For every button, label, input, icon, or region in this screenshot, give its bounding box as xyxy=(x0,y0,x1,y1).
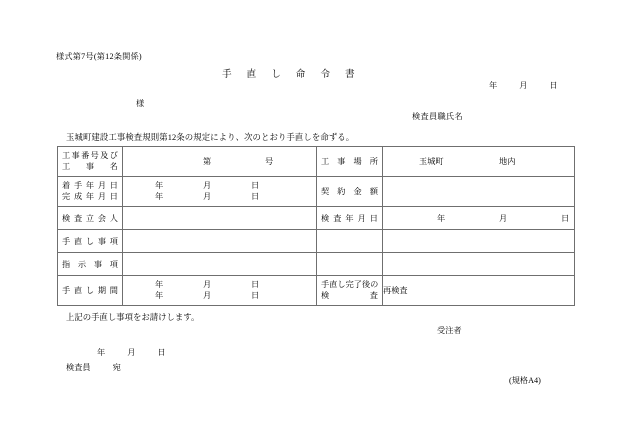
row-label-instruction-items: 指 示 事 項 xyxy=(58,253,123,276)
rework-from-year: 年 xyxy=(155,280,164,290)
footer-to-suffix: 宛 xyxy=(112,363,121,372)
paper-size-note: (規格A4) xyxy=(509,376,541,385)
place-town: 玉城町 xyxy=(419,157,444,166)
place-area: 地内 xyxy=(499,157,516,166)
title-char-5: 令 xyxy=(320,69,330,80)
row-label-construction-place: 工 事 場 所 xyxy=(317,147,383,177)
inspector-name-label: 検査員職氏名 xyxy=(412,112,463,121)
footer-addressee xyxy=(66,362,121,373)
table-row xyxy=(58,207,575,230)
contractor-label: 受注者 xyxy=(437,326,462,335)
row-value-rework-items xyxy=(123,230,317,253)
title-char-3: し xyxy=(271,69,281,80)
completion-month: 月 xyxy=(203,191,212,201)
table-row xyxy=(58,147,575,177)
number-prefix: 第 xyxy=(203,157,212,166)
row-value-construction-place xyxy=(383,147,575,177)
row-label-construction-number: 工 事 番 号 及 び 工 事 名 xyxy=(58,147,123,177)
header-date-day: 日 xyxy=(549,81,558,90)
footer-date xyxy=(97,347,166,358)
table-row xyxy=(58,276,575,306)
row-value-instruction-items xyxy=(123,253,317,276)
lead-paragraph: 玉城町建設工事検査規則第12条の規定により、次のとおり手直しを命ずる。 xyxy=(66,133,355,142)
title-char-1: 手 xyxy=(222,69,232,80)
row-value-instruction-items-right xyxy=(383,253,575,276)
row-value-construction-number xyxy=(123,147,317,177)
row-label-contract-amount: 契 約 金 額 xyxy=(317,177,383,207)
header-date-year: 年 xyxy=(489,81,498,90)
row-value-rework-items-right xyxy=(383,230,575,253)
rework-to-month: 月 xyxy=(203,290,212,300)
title-char-4: 命 xyxy=(295,69,306,80)
row-label-rework-items: 手 直 し 事 項 xyxy=(58,230,123,253)
completion-year: 年 xyxy=(155,191,164,201)
title-char-6: 書 xyxy=(344,69,355,80)
inspection-day: 日 xyxy=(561,213,570,223)
row-value-start-completion-date xyxy=(123,177,317,207)
form-table xyxy=(57,146,575,306)
table-row xyxy=(58,230,575,253)
rework-from-day: 日 xyxy=(251,280,260,290)
row-label-rework-items-right xyxy=(317,230,383,253)
table-row xyxy=(58,253,575,276)
start-month: 月 xyxy=(203,181,212,191)
inspection-month: 月 xyxy=(499,213,508,223)
row-label-instruction-items-right xyxy=(317,253,383,276)
row-label-inspection-date: 検 査 年 月 日 xyxy=(317,207,383,230)
row-label-post-rework-inspection: 手直し完了後の 検 査 xyxy=(317,276,383,306)
addressee-honorific: 様 xyxy=(136,99,145,108)
row-value-rework-period xyxy=(123,276,317,306)
number-suffix: 号 xyxy=(265,157,274,166)
post-rework-label-line1: 手直し完了後の xyxy=(321,280,379,290)
row-label-rework-period: 手 直 し 期 間 xyxy=(58,276,123,306)
footer-to-label: 検査員 xyxy=(66,363,91,372)
rework-to-day: 日 xyxy=(251,290,260,300)
acceptance-text: 上記の手直し事項をお請けします。 xyxy=(66,313,200,322)
start-year: 年 xyxy=(155,181,164,191)
inspection-year: 年 xyxy=(437,213,446,223)
row-value-inspection-date xyxy=(383,207,575,230)
header-date-month: 月 xyxy=(519,81,528,90)
row-label-inspection-witness: 検 査 立 会 人 xyxy=(58,207,123,230)
rework-to-year: 年 xyxy=(155,290,164,300)
start-day: 日 xyxy=(251,181,260,191)
footer-date-year: 年 xyxy=(97,348,106,357)
footer-date-day: 日 xyxy=(157,348,166,357)
row-value-post-rework-inspection: 再検査 xyxy=(383,276,575,306)
row-value-inspection-witness xyxy=(123,207,317,230)
completion-day: 日 xyxy=(251,191,260,201)
header-date xyxy=(489,80,558,91)
table-row xyxy=(58,177,575,207)
row-label-start-completion-date: 着 手 年 月 日 完 成 年 月 日 xyxy=(58,177,123,207)
form-number: 様式第7号(第12条関係) xyxy=(56,52,142,61)
rework-from-month: 月 xyxy=(203,280,212,290)
row-value-contract-amount xyxy=(383,177,575,207)
title-char-2: 直 xyxy=(246,69,257,80)
document-title xyxy=(222,66,355,80)
footer-date-month: 月 xyxy=(127,348,136,357)
